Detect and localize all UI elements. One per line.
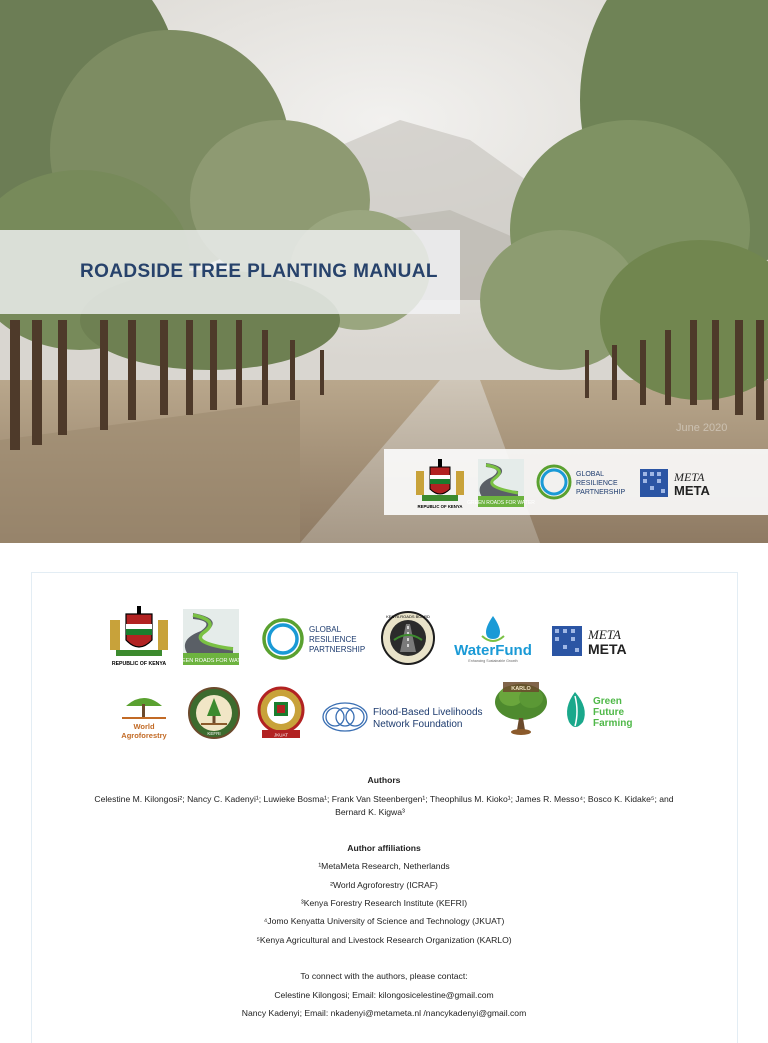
svg-text:Enhancing Sustainable Growth: Enhancing Sustainable Growth — [468, 659, 518, 663]
svg-text:KARLO: KARLO — [511, 686, 531, 692]
svg-text:GLOBAL: GLOBAL — [576, 471, 605, 478]
affiliations-heading: Author affiliations — [347, 843, 421, 853]
kenya-coat-of-arms-icon — [106, 606, 172, 668]
svg-text:Flood-Based Livelihoods: Flood-Based Livelihoods — [373, 707, 483, 718]
svg-text:META: META — [674, 483, 710, 498]
svg-text:KEFRI: KEFRI — [207, 731, 221, 736]
contact-line-celestine[interactable]: Celestine Kilongosi; Email: kilongosicelestine@gmail.com — [274, 990, 494, 1000]
svg-text:JKUAT: JKUAT — [274, 732, 288, 738]
svg-text:PARTNERSHIP: PARTNERSHIP — [576, 489, 626, 496]
svg-text:WaterFund: WaterFund — [454, 642, 532, 659]
svg-text:META: META — [588, 627, 621, 642]
jkuat-icon — [256, 686, 306, 740]
green-roads-for-water-icon — [467, 459, 535, 507]
svg-text:META: META — [674, 470, 705, 484]
svg-text:GREEN ROADS FOR WATER: GREEN ROADS FOR WATER — [173, 658, 249, 664]
metameta-icon — [552, 624, 656, 658]
kefri-icon — [187, 686, 241, 740]
global-resilience-partnership-icon — [261, 614, 371, 664]
karlo-tree-icon — [493, 680, 549, 738]
publication-date: June 2020 — [676, 422, 728, 434]
svg-text:Network Foundation: Network Foundation — [373, 719, 463, 730]
document-title: ROADSIDE TREE PLANTING MANUAL — [80, 261, 438, 282]
affiliation-item: ²World Agroforestry (ICRAF) — [330, 880, 438, 890]
world-agroforestry-icon — [116, 688, 172, 740]
green-future-farming-icon — [561, 688, 643, 736]
svg-text:RESILIENCE: RESILIENCE — [309, 635, 357, 644]
authors-heading: Authors — [367, 775, 401, 785]
flood-based-livelihoods-icon — [321, 700, 485, 734]
svg-text:Future: Future — [593, 707, 625, 718]
kenya-coat-of-arms-icon — [414, 457, 466, 511]
contact-intro: To connect with the authors, please contact: — [300, 971, 468, 981]
svg-text:PARTNERSHIP: PARTNERSHIP — [309, 645, 366, 654]
affiliation-item: ⁴Jomo Kenyatta University of Science and Technology (JKUAT) — [263, 916, 505, 926]
title-band — [0, 230, 460, 314]
authors-list-line-1: Celestine M. Kilongosi²; Nancy C. Kadenyi¹; Luwieke Bosma¹; Frank Van Steenbergen¹; Theophilus M. Kioko¹; James R. Messo⁴; Bosco K. Kidake⁵; and — [94, 794, 674, 804]
contact-line-nancy[interactable]: Nancy Kadenyi; Email: nkadenyi@metameta.nl /nancykadenyi@gmail.com — [241, 1008, 527, 1018]
svg-text:Farming: Farming — [593, 718, 633, 729]
svg-text:Agroforestry: Agroforestry — [121, 731, 167, 740]
cover-logo-strip — [384, 449, 768, 515]
affiliation-item: ⁵Kenya Agricultural and Livestock Research Organization (KARLO) — [256, 935, 512, 945]
svg-text:RESILIENCE: RESILIENCE — [576, 480, 618, 487]
svg-text:REPUBLIC OF KENYA: REPUBLIC OF KENYA — [417, 504, 463, 509]
svg-text:World: World — [133, 722, 155, 731]
svg-text:KENYA ROADS BOARD: KENYA ROADS BOARD — [386, 614, 430, 619]
svg-text:GREEN ROADS FOR WATER: GREEN ROADS FOR WATER — [467, 500, 535, 506]
svg-text:META: META — [588, 641, 627, 657]
kenya-roads-board-icon — [380, 610, 436, 666]
metameta-icon — [640, 467, 746, 499]
svg-text:REPUBLIC OF KENYA: REPUBLIC OF KENYA — [111, 661, 167, 667]
waterfund-icon — [446, 614, 540, 664]
affiliation-item: ¹MetaMeta Research, Netherlands — [318, 861, 450, 871]
global-resilience-partnership-icon — [536, 459, 632, 505]
affiliation-item: ³Kenya Forestry Research Institute (KEFRI) — [300, 898, 468, 908]
authors-list-line-2: Bernard K. Kigwa³ — [335, 807, 405, 817]
svg-text:Green: Green — [593, 696, 622, 707]
svg-text:GLOBAL: GLOBAL — [309, 625, 342, 634]
green-roads-for-water-icon — [173, 609, 249, 665]
